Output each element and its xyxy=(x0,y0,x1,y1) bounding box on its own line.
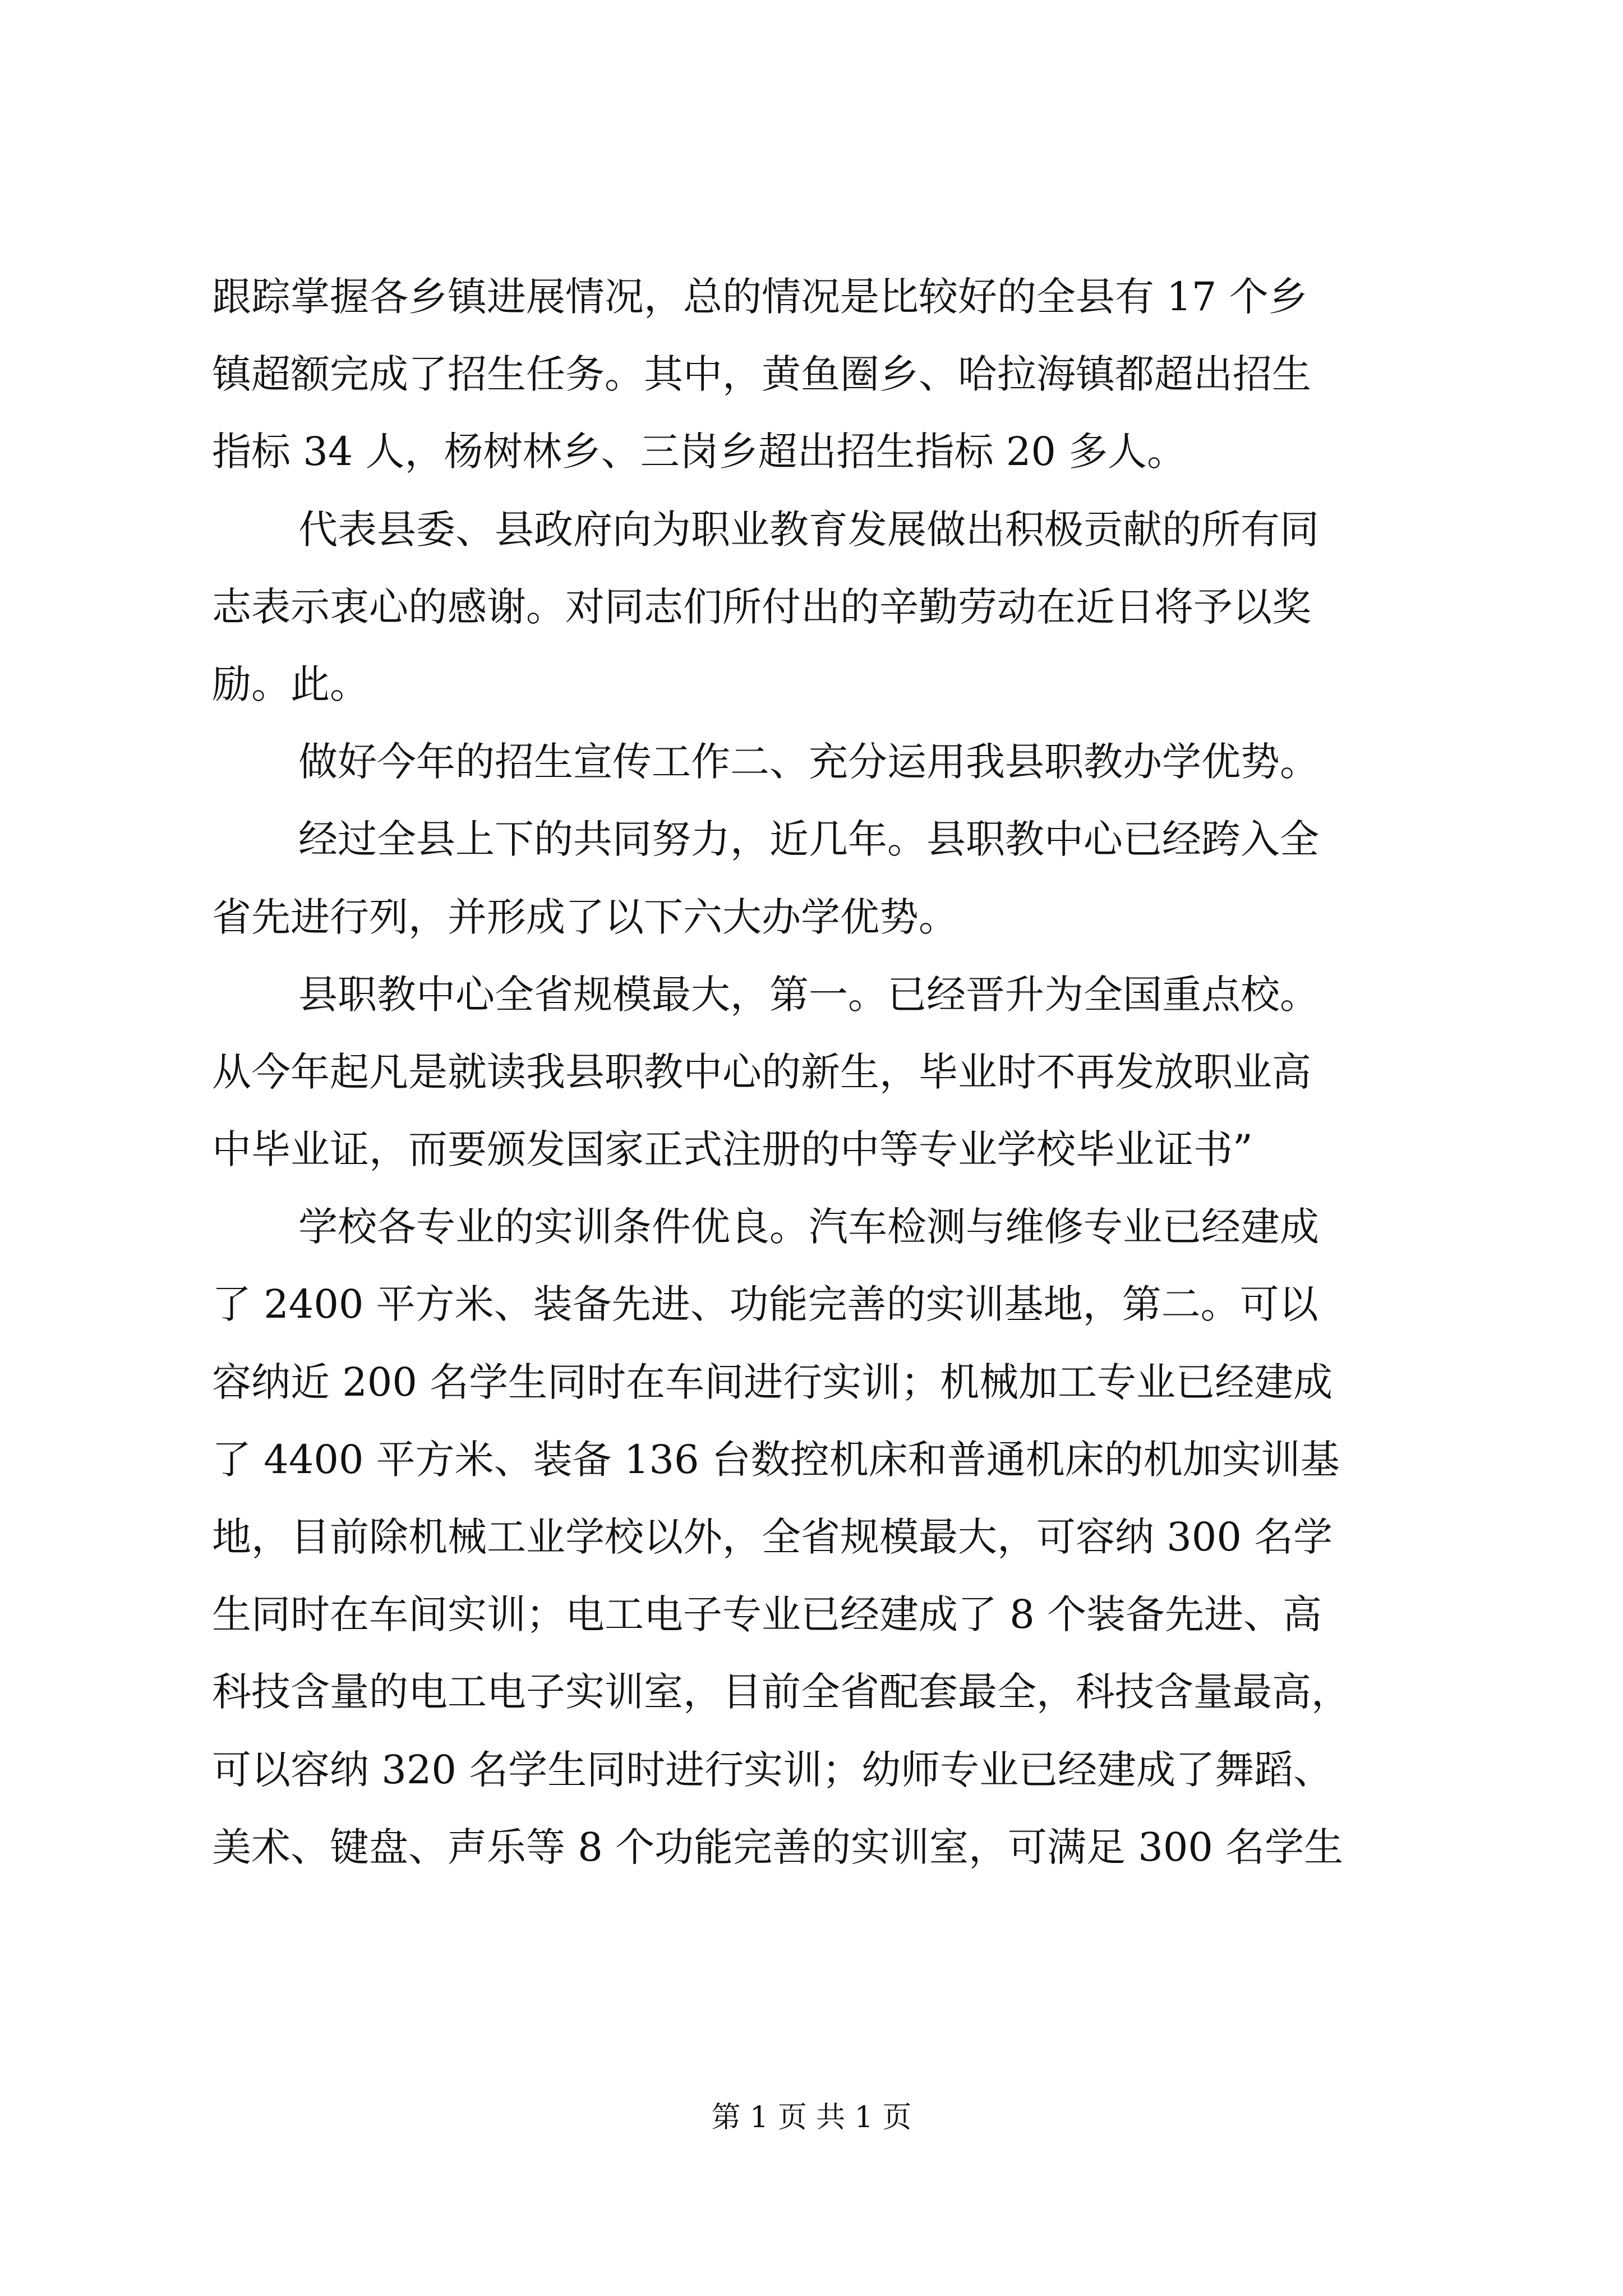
text-line: 做好今年的招生宣传工作二、充分运用我县职教办学优势。 xyxy=(298,739,1319,785)
text-line: 励。此。 xyxy=(212,661,369,707)
text-line: 美术、键盘、声乐等 8 个功能完善的实训室，可满足 300 名学生 xyxy=(212,1824,1344,1870)
text-line: 了 2400 平方米、装备先进、功能完善的实训基地，第二。可以 xyxy=(212,1281,1318,1328)
text-line: 生同时在车间实训；电工电子专业已经建成了 8 个装备先进、高 xyxy=(212,1591,1322,1638)
text-line: 从今年起凡是就读我县职教中心的新生，毕业时不再发放职业高 xyxy=(212,1048,1311,1095)
text-line: 学校各专业的实训条件优良。汽车检测与维修专业已经建成 xyxy=(298,1204,1319,1250)
text-line: 中毕业证，而要颁发国家正式注册的中等专业学校毕业证书” xyxy=(212,1126,1253,1173)
text-line: 地，目前除机械工业学校以外，全省规模最大，可容纳 300 名学 xyxy=(212,1514,1333,1560)
text-line: 容纳近 200 名学生同时在车间进行实训；机械加工专业已经建成 xyxy=(212,1359,1333,1405)
text-line: 指标 34 人，杨树林乡、三岗乡超出招生指标 20 多人。 xyxy=(212,429,1187,475)
text-line: 经过全县上下的共同努力，近几年。县职教中心已经跨入全 xyxy=(298,816,1319,863)
text-line: 省先进行列，并形成了以下六大办学优势。 xyxy=(212,894,958,940)
text-line: 了 4400 平方米、装备 136 台数控机床和普通机床的机加实训基 xyxy=(212,1436,1340,1483)
page-number-footer: 第 1 页 共 1 页 xyxy=(711,2101,912,2134)
text-line: 县职教中心全省规模最大，第一。已经晋升为全国重点校。 xyxy=(298,971,1319,1018)
text-line: 科技含量的电工电子实训室，目前全省配套最全，科技含量最高， xyxy=(212,1669,1350,1715)
document-body xyxy=(212,258,1418,1886)
text-line: 代表县委、县政府向为职业教育发展做出积极贡献的所有同 xyxy=(298,506,1319,553)
text-line: 镇超额完成了招生任务。其中，黄鱼圈乡、哈拉海镇都超出招生 xyxy=(212,351,1311,398)
text-line: 可以容纳 320 名学生同时进行实训；幼师专业已经建成了舞蹈、 xyxy=(212,1746,1333,1793)
text-line: 志表示衷心的感谢。对同志们所付出的辛勤劳动在近日将予以奖 xyxy=(212,583,1311,630)
text-line: 跟踪掌握各乡镇进展情况，总的情况是比较好的全县有 17 个乡 xyxy=(212,274,1308,320)
